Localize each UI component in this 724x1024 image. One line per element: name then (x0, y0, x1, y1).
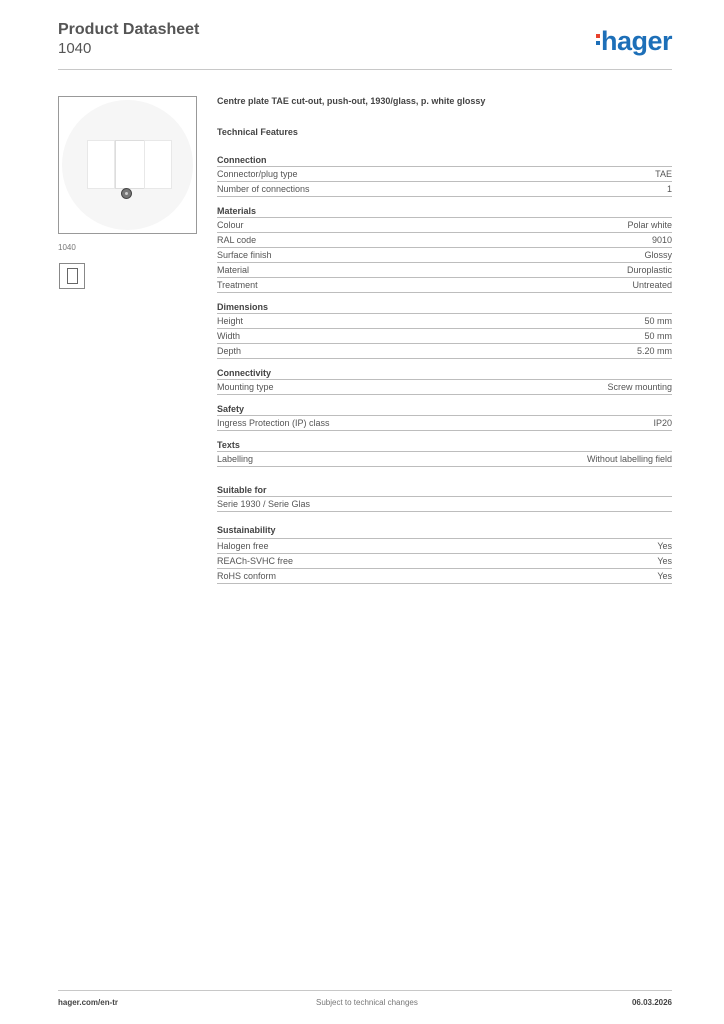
spec-row (217, 344, 672, 359)
row-label: REACh-SVHC free (217, 556, 294, 566)
section-title: Materials (217, 205, 672, 218)
row-label: Connector/plug type (217, 169, 298, 179)
spec-row (217, 278, 672, 293)
plate-slot-right (144, 140, 172, 189)
spec-row (217, 416, 672, 431)
row-label: Ingress Protection (IP) class (217, 418, 330, 428)
row-label: Surface finish (217, 250, 272, 260)
row-value: Polar white (627, 220, 672, 230)
row-label: Mounting type (217, 382, 274, 392)
screw-icon (121, 188, 132, 199)
row-value: IP20 (653, 418, 672, 428)
section-title: Dimensions (217, 301, 672, 314)
row-label: Number of connections (217, 184, 310, 194)
row-label: Width (217, 331, 241, 341)
centre-plate-image (62, 100, 193, 230)
section-title: Texts (217, 439, 672, 452)
suitable-row (217, 497, 672, 512)
section-connectivity (217, 367, 672, 395)
single-frame-icon[interactable] (59, 263, 85, 289)
row-label: Treatment (217, 280, 258, 290)
row-label: Height (217, 316, 244, 326)
row-label: Serie 1930 / Serie Glas (217, 499, 311, 509)
section-title: Suitable for (217, 484, 672, 497)
row-value: Yes (657, 556, 672, 566)
row-value: TAE (655, 169, 672, 179)
row-value: 50 mm (644, 331, 672, 341)
frame-inner (67, 268, 78, 284)
spec-row (217, 248, 672, 263)
image-caption: 1040 (58, 243, 76, 252)
logo-text: hager (600, 26, 672, 56)
plate-slot-left (87, 140, 115, 189)
spec-row (217, 233, 672, 248)
row-value: 50 mm (644, 316, 672, 326)
section-suitable (217, 484, 672, 512)
row-value: Untreated (632, 280, 672, 290)
section-title: Safety (217, 403, 672, 416)
spec-row (217, 218, 672, 233)
section-materials (217, 205, 672, 293)
product-title: Centre plate TAE cut-out, push-out, 1930/glass, p. white glossy (217, 96, 486, 106)
row-value: 1 (666, 184, 672, 194)
row-value: 5.20 mm (636, 346, 672, 356)
spec-row (217, 538, 672, 554)
row-label: Labelling (217, 454, 254, 464)
row-value: Without labelling field (586, 454, 672, 464)
spec-row (217, 182, 672, 197)
spec-row (217, 314, 672, 329)
plate-slot-center (115, 140, 145, 189)
section-title: Sustainability (217, 525, 276, 535)
footer-website-link[interactable]: hager.com/en-tr (58, 998, 119, 1007)
spec-row (217, 452, 672, 467)
spec-row (217, 329, 672, 344)
row-label: Material (217, 265, 250, 275)
footer-rule (58, 990, 672, 991)
row-value: Yes (657, 571, 672, 581)
section-sustainability (217, 524, 672, 584)
spec-row (217, 263, 672, 278)
section-connection (217, 154, 672, 197)
section-title: Connection (217, 154, 672, 167)
row-value: 9010 (651, 235, 672, 245)
row-label: Depth (217, 346, 242, 356)
row-value: Duroplastic (626, 265, 672, 275)
row-value: Glossy (644, 250, 672, 260)
spec-row (217, 554, 672, 569)
spec-row (217, 167, 672, 182)
section-dimensions (217, 301, 672, 359)
logo-colon-icon (596, 26, 600, 48)
row-label: RAL code (217, 235, 257, 245)
spec-row (217, 380, 672, 395)
product-details (217, 96, 672, 592)
spec-row (217, 569, 672, 584)
section-title: Connectivity (217, 367, 672, 380)
feature-sections (217, 154, 672, 467)
header-product-code: 1040 (58, 40, 92, 57)
row-value: Yes (657, 541, 672, 551)
product-image (58, 96, 197, 234)
header-title: Product Datasheet (58, 21, 200, 38)
hager-logo[interactable] (596, 26, 672, 57)
row-label: Colour (217, 220, 244, 230)
row-value: Screw mounting (607, 382, 672, 392)
footer-date: 06.03.2026 (631, 998, 672, 1007)
section-safety (217, 403, 672, 431)
row-label: RoHS conform (217, 571, 277, 581)
section-texts (217, 439, 672, 467)
row-label: Halogen free (217, 541, 269, 551)
header-rule (58, 69, 672, 70)
technical-features-title: Technical Features (217, 127, 298, 137)
footer-notice: Subject to technical changes (316, 998, 418, 1007)
